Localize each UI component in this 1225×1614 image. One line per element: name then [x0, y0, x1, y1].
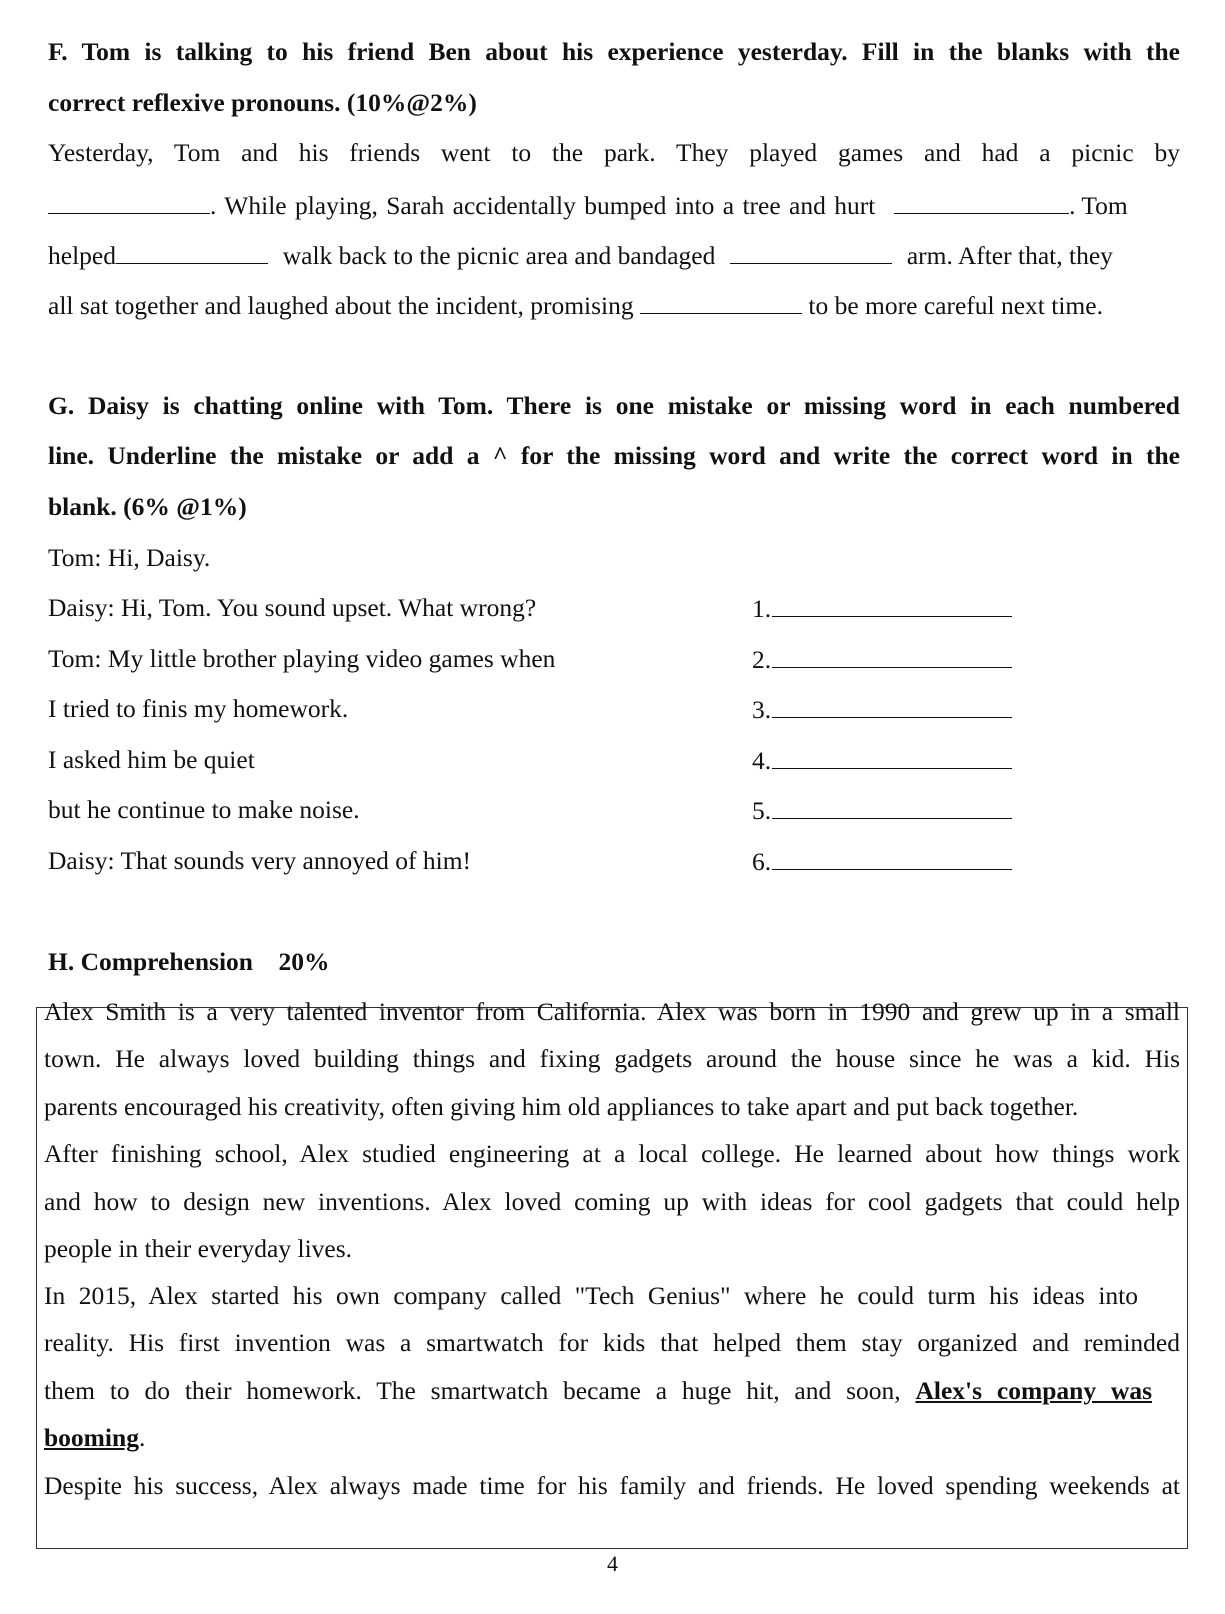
page-number: 4: [607, 1551, 618, 1576]
section-g-heading-cont: blank. (6% @1%): [48, 492, 247, 521]
section-g-heading-cont: line. Underline the mistake or add a ^ for the missing word and write the correct word in the: [48, 441, 1180, 470]
passage-line: [44, 1423, 1180, 1453]
answer-blank[interactable]: [772, 794, 1012, 819]
answer-number: 6.: [752, 847, 772, 876]
answer-blank[interactable]: [772, 744, 1012, 769]
dialogue-line: Daisy: Hi, Tom. You sound upset. What wrong?: [48, 593, 537, 622]
passage-line: and how to design new inventions. Alex loved coming up with ideas for cool gadgets that could help: [44, 1187, 1180, 1216]
section-h-heading: H. Comprehension 20%: [48, 947, 330, 976]
numbered-answer: [752, 643, 1012, 675]
underlined-phrase: booming: [44, 1423, 139, 1452]
section-f-paragraph-line: [48, 189, 1180, 221]
dialogue-line: Daisy: That sounds very annoyed of him!: [48, 846, 472, 875]
passage-line: [44, 1376, 1152, 1406]
answer-blank[interactable]: [640, 289, 802, 314]
answer-blank[interactable]: [730, 239, 892, 264]
answer-number: 2.: [752, 645, 772, 674]
passage-line: Despite his success, Alex always made time for his family and friends. He loved spending weekends at: [44, 1471, 1180, 1500]
section-f-paragraph-line: Yesterday, Tom and his friends went to the park. They played games and had a picnic by: [48, 138, 1180, 167]
text-run: all sat together and laughed about the incident, promising: [48, 291, 634, 320]
dialogue-line: I tried to finis my homework.: [48, 694, 349, 723]
passage-line: After finishing school, Alex studied engineering at a local college. He learned about how things work: [44, 1139, 1180, 1168]
answer-number: 4.: [752, 746, 772, 775]
section-f-heading: F. Tom is talking to his friend Ben about his experience yesterday. Fill in the blanks with the: [48, 37, 1180, 66]
answer-blank[interactable]: [772, 845, 1012, 870]
numbered-answer: [752, 845, 1012, 877]
passage-line: reality. His first invention was a smartwatch for kids that helped them stay organized and reminded: [44, 1328, 1180, 1357]
passage-line: people in their everyday lives.: [44, 1234, 353, 1263]
passage-line: In 2015, Alex started his own company called "Tech Genius" where he could turm his ideas into: [44, 1281, 1138, 1310]
section-f-paragraph-line: [48, 239, 1180, 271]
numbered-answer: [752, 693, 1012, 725]
answer-number: 3.: [752, 695, 772, 724]
section-f-paragraph-line: [48, 289, 1180, 321]
dialogue-line: but he continue to make noise.: [48, 795, 360, 824]
passage-line: parents encouraged his creativity, often giving him old appliances to take apart and put back together.: [44, 1092, 1079, 1121]
numbered-answer: [752, 794, 1012, 826]
passage-line: Alex Smith is a very talented inventor from California. Alex was born in 1990 and grew up in a small: [44, 997, 1180, 1026]
text-run: arm. After that, they: [906, 241, 1113, 270]
text-run: . While playing, Sarah accidentally bumped into a tree and hurt: [210, 191, 876, 220]
numbered-answer: [752, 744, 1012, 776]
answer-blank[interactable]: [772, 592, 1012, 617]
text-run: .: [138, 1423, 146, 1452]
text-run: helped: [48, 241, 116, 270]
section-g-heading: G. Daisy is chatting online with Tom. There is one mistake or missing word in each numbered: [48, 391, 1180, 420]
dialogue-line: I asked him be quiet: [48, 745, 255, 774]
section-f-heading-cont: correct reflexive pronouns. (10%@2%): [48, 88, 477, 117]
text-run: walk back to the picnic area and bandaged: [282, 241, 716, 270]
text-run: . Tom: [1069, 191, 1128, 220]
dialogue-line: Tom: Hi, Daisy.: [48, 543, 211, 572]
answer-number: 5.: [752, 796, 772, 825]
text-run: to be more careful next time.: [808, 291, 1103, 320]
answer-blank[interactable]: [772, 693, 1012, 718]
answer-blank[interactable]: [48, 189, 210, 214]
text-run: them to do their homework. The smartwatch became a huge hit, and soon,: [44, 1376, 901, 1405]
reading-passage-box: [36, 1007, 1188, 1549]
numbered-answer: [752, 592, 1012, 624]
dialogue-line: Tom: My little brother playing video games when: [48, 644, 556, 673]
answer-number: 1.: [752, 594, 772, 623]
underlined-phrase: Alex's company was: [915, 1376, 1152, 1405]
answer-blank[interactable]: [116, 239, 268, 264]
answer-blank[interactable]: [894, 189, 1069, 214]
passage-line: town. He always loved building things and fixing gadgets around the house since he was a kid. His: [44, 1044, 1180, 1073]
answer-blank[interactable]: [772, 643, 1012, 668]
